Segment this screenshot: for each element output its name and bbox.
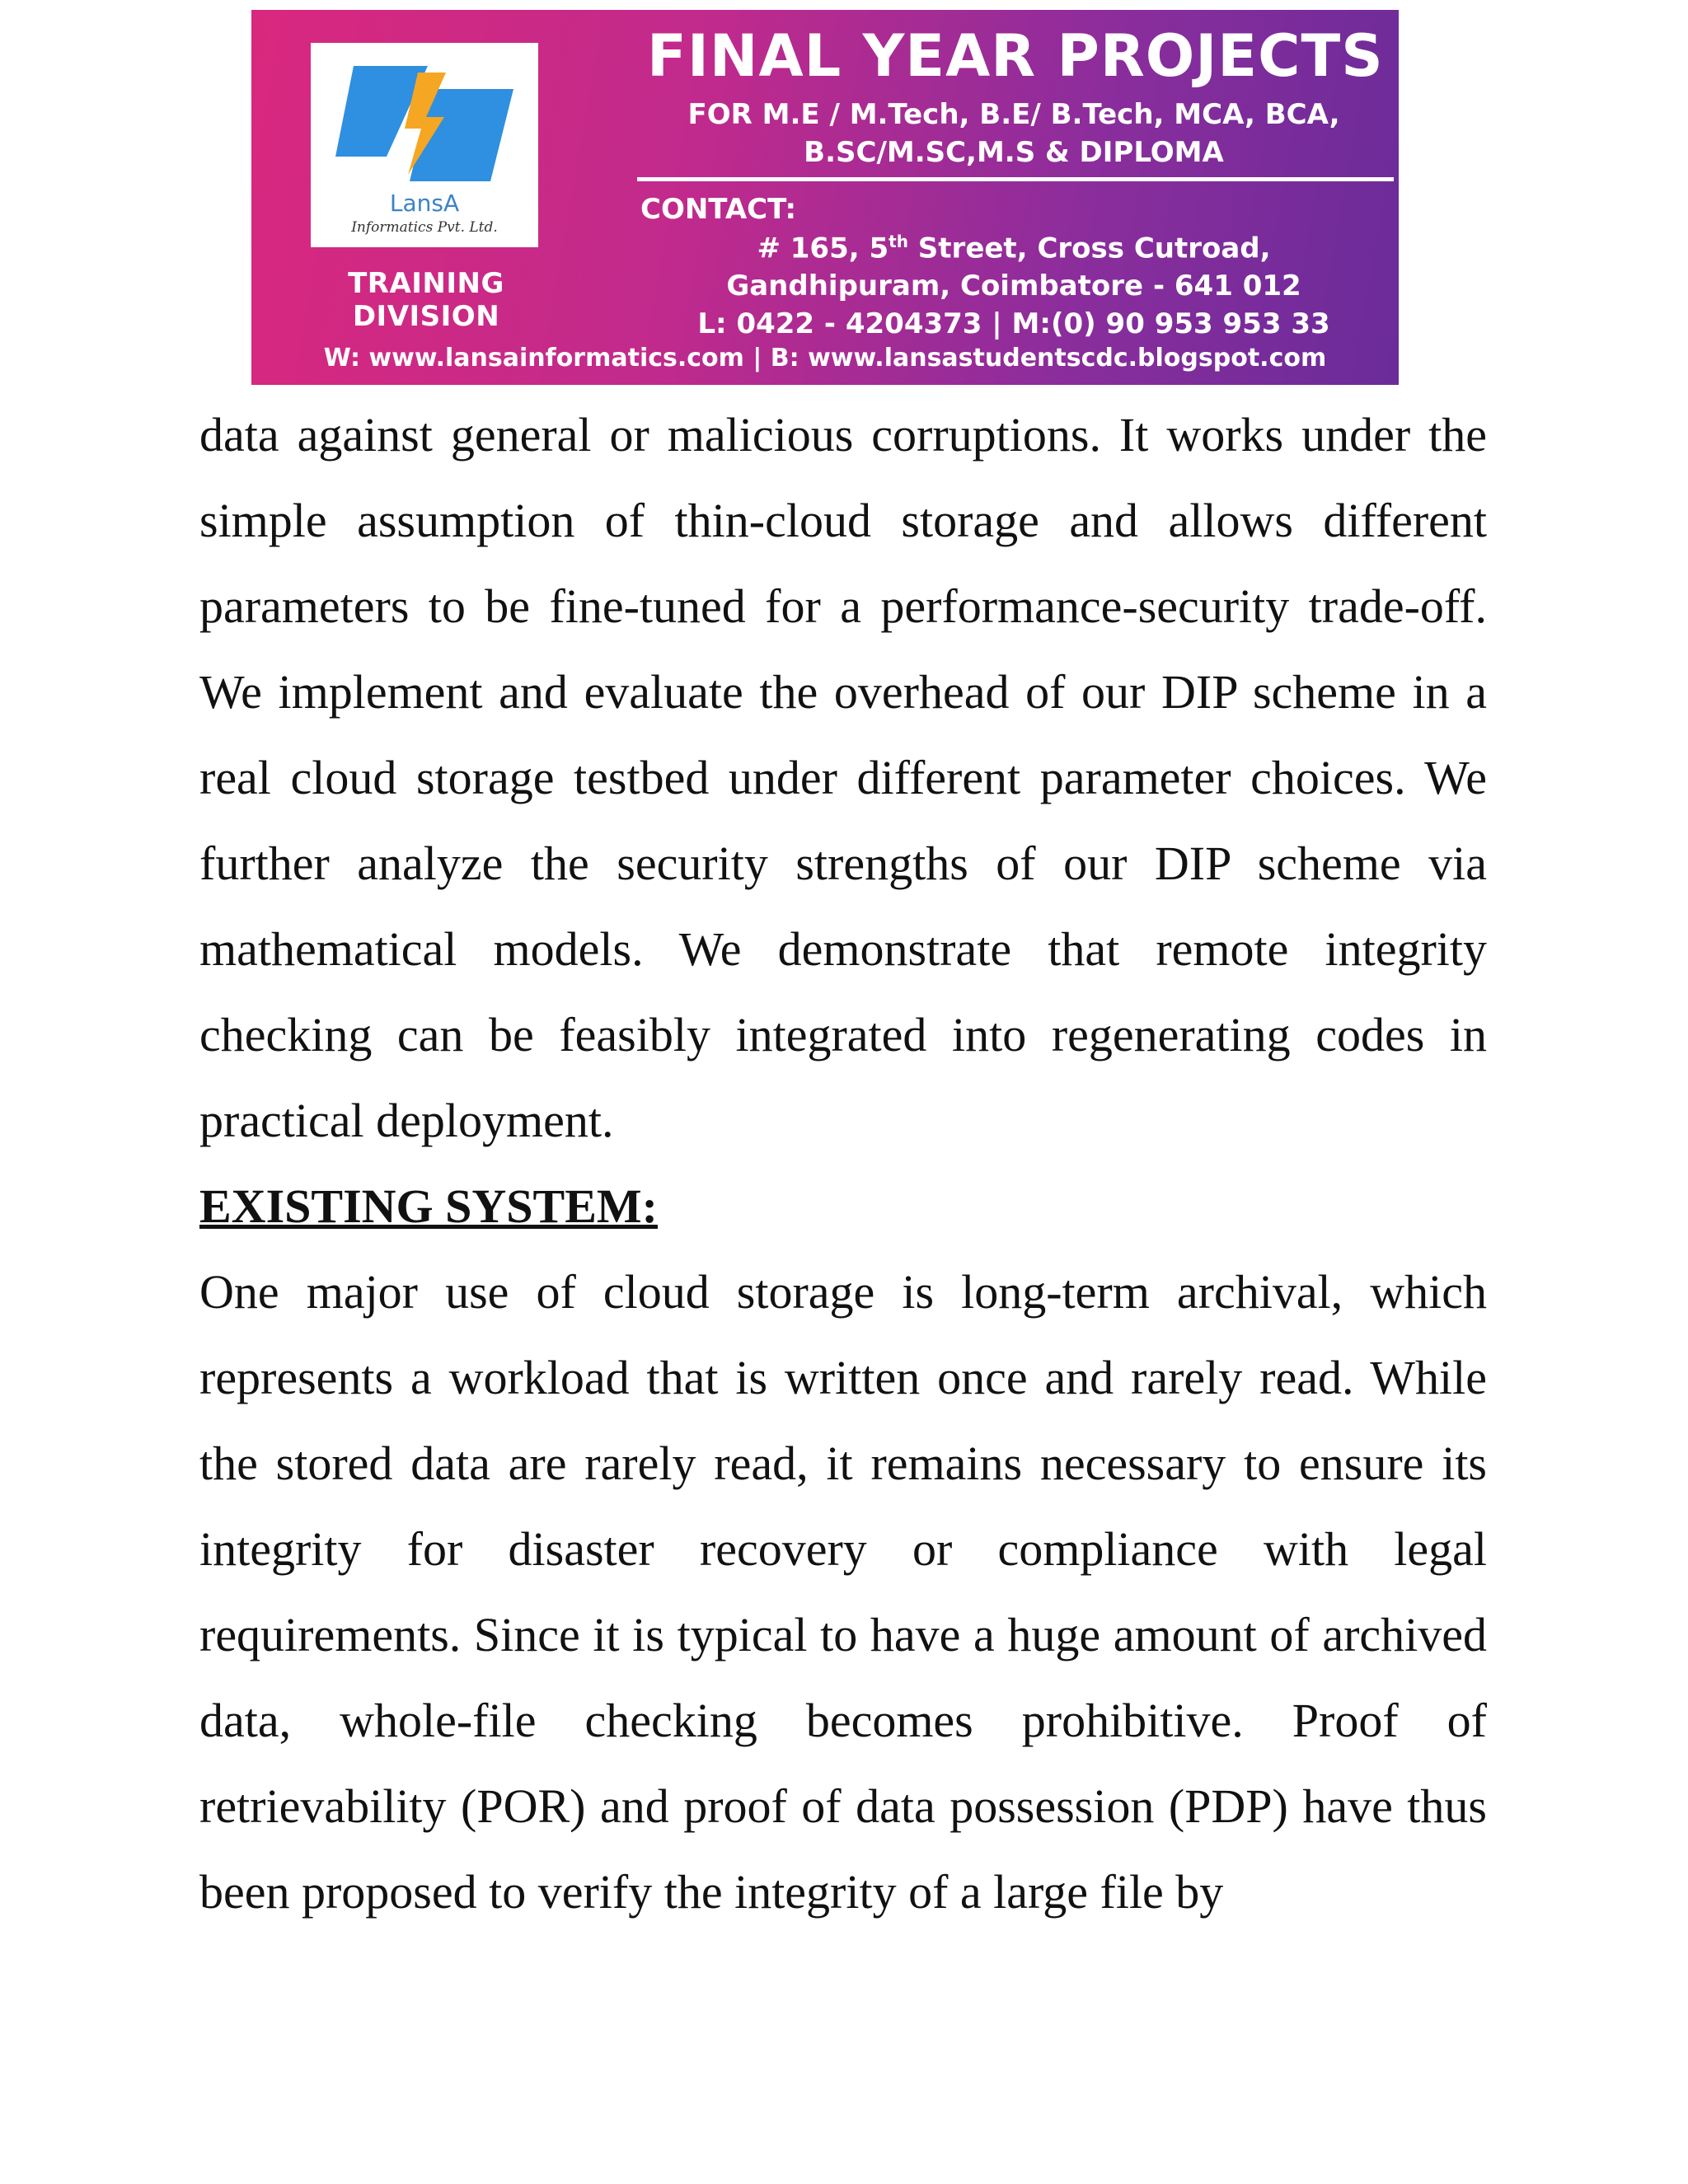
website-line: W: www.lansainformatics.com | B: www.lansastudentscdc.blogspot.com (323, 344, 1327, 373)
logo-icon (329, 58, 520, 188)
paragraph-intro: data against general or malicious corruptions. It works under the simple assumption of thin-cloud storage and allows different parameters to be fine-tuned for a performance-security trade-off. We implement and evaluate the overhead of our DIP scheme in a real cloud storage testbed under different parameter choices. We further analyze the security strengths of our DIP scheme via mathematical models. We demonstrate that remote integrity checking can be feasibly integrated into regenerating codes in practical deployment. (199, 408, 1487, 1147)
address-line-1 (647, 223, 1381, 267)
paragraph-existing-system: One major use of cloud storage is long-term archival, which represents a workload that is written once and rarely read. While the stored data are rarely read, it remains necessary to ensure its integrity for disaster recovery or compliance with legal requirements. Since it is typical to have a huge amount of archived data, whole-file checking becomes prohibitive. Proof of retrievability (POR) and proof of data possession (PDP) have thus been proposed to verify the integrity of a large file by (199, 1265, 1487, 1919)
banner-courses (647, 96, 1381, 171)
document-body (199, 392, 1487, 1935)
contact-details (647, 223, 1381, 343)
contact-label: CONTACT: (640, 193, 797, 226)
banner-title: FINAL YEAR PROJECTS (647, 22, 1384, 90)
header-banner (251, 10, 1399, 385)
logo-subtitle: Informatics Pvt. Ltd. (351, 219, 498, 236)
address-superscript: th (889, 232, 908, 251)
logo-name: LansA (389, 190, 460, 217)
banner-divider (637, 177, 1394, 181)
address-line-2: Gandhipuram, Coimbatore - 641 012 (726, 269, 1301, 303)
training-division-label: TRAINING DIVISION (348, 267, 504, 333)
section-heading: EXISTING SYSTEM: (199, 1179, 658, 1233)
address-prefix: # 165, 5 (757, 232, 889, 265)
company-logo (311, 43, 538, 247)
courses-line-1: FOR M.E / M.Tech, B.E/ B.Tech, MCA, BCA, (687, 98, 1340, 131)
address-suffix: Street, Cross Cutroad, (907, 232, 1271, 265)
phone-line: L: 0422 - 4204373 | M:(0) 90 953 953 33 (697, 307, 1330, 341)
courses-line-2: B.SC/M.SC,M.S & DIPLOMA (804, 136, 1224, 169)
